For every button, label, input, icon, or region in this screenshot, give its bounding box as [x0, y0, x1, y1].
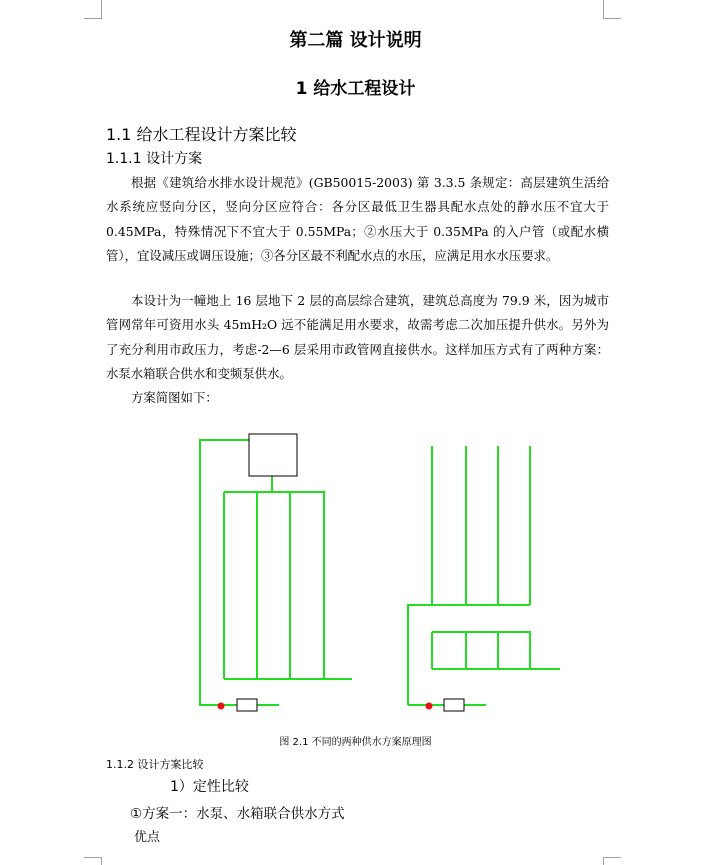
paragraph-project-description: 本设计为一幢地上 16 层地下 2 层的高层综合建筑，建筑总高度为 79.9 米，因为城市管网常年可资用水头 45mH₂O 远不能满足用水要求，故需考虑二次加压提升供水。另外为了充分利用市政压力，考虑-2—6 层采用市政管网直接供水。这样加压方式有了两种方案：水泵水箱联合供水和变频泵供水。	[106, 293, 609, 382]
paragraph-code-requirements: 根据《建筑给水排水设计规范》(GB50015-2003) 第 3.3.5 条规定：高层建筑生活给水系统应竖向分区，竖向分区应符合：各分区最低卫生器具配水点处的静水压不宜大于 0.45MPa，特殊情况下不宜大于 0.55MPa；②水压大于 0.35MPa 的入户管（或配水横管），宜设减压或调压设施；③各分区最不利配水点的水压，应满足用水水压要求。	[106, 175, 609, 264]
figure-caption: 图 2.1 不同的两种供水方案原理图	[279, 737, 432, 748]
valve-box-icon	[237, 699, 257, 711]
water-tank-icon	[249, 434, 297, 476]
scheme-one-pipes	[200, 440, 352, 705]
subsection-heading: 1.1.2 设计方案比较	[106, 758, 204, 771]
list-item: ①方案一：水泵、水箱联合供水方式	[130, 806, 345, 822]
part-title: 第二篇 设计说明	[289, 30, 422, 51]
pump-icon	[218, 703, 225, 710]
scheme-two-pipes	[408, 446, 560, 705]
valve-box-icon	[444, 699, 464, 711]
chapter-title: 1 给水工程设计	[295, 79, 416, 99]
list-item: 优点	[134, 830, 161, 845]
pump-icon	[426, 703, 433, 710]
list-item: 1）定性比较	[170, 779, 249, 795]
section-heading: 1.1 给水工程设计方案比较	[106, 125, 297, 144]
subsection-heading: 1.1.1 设计方案	[106, 151, 203, 167]
paragraph-diagram-intro: 方案简图如下：	[131, 390, 218, 405]
